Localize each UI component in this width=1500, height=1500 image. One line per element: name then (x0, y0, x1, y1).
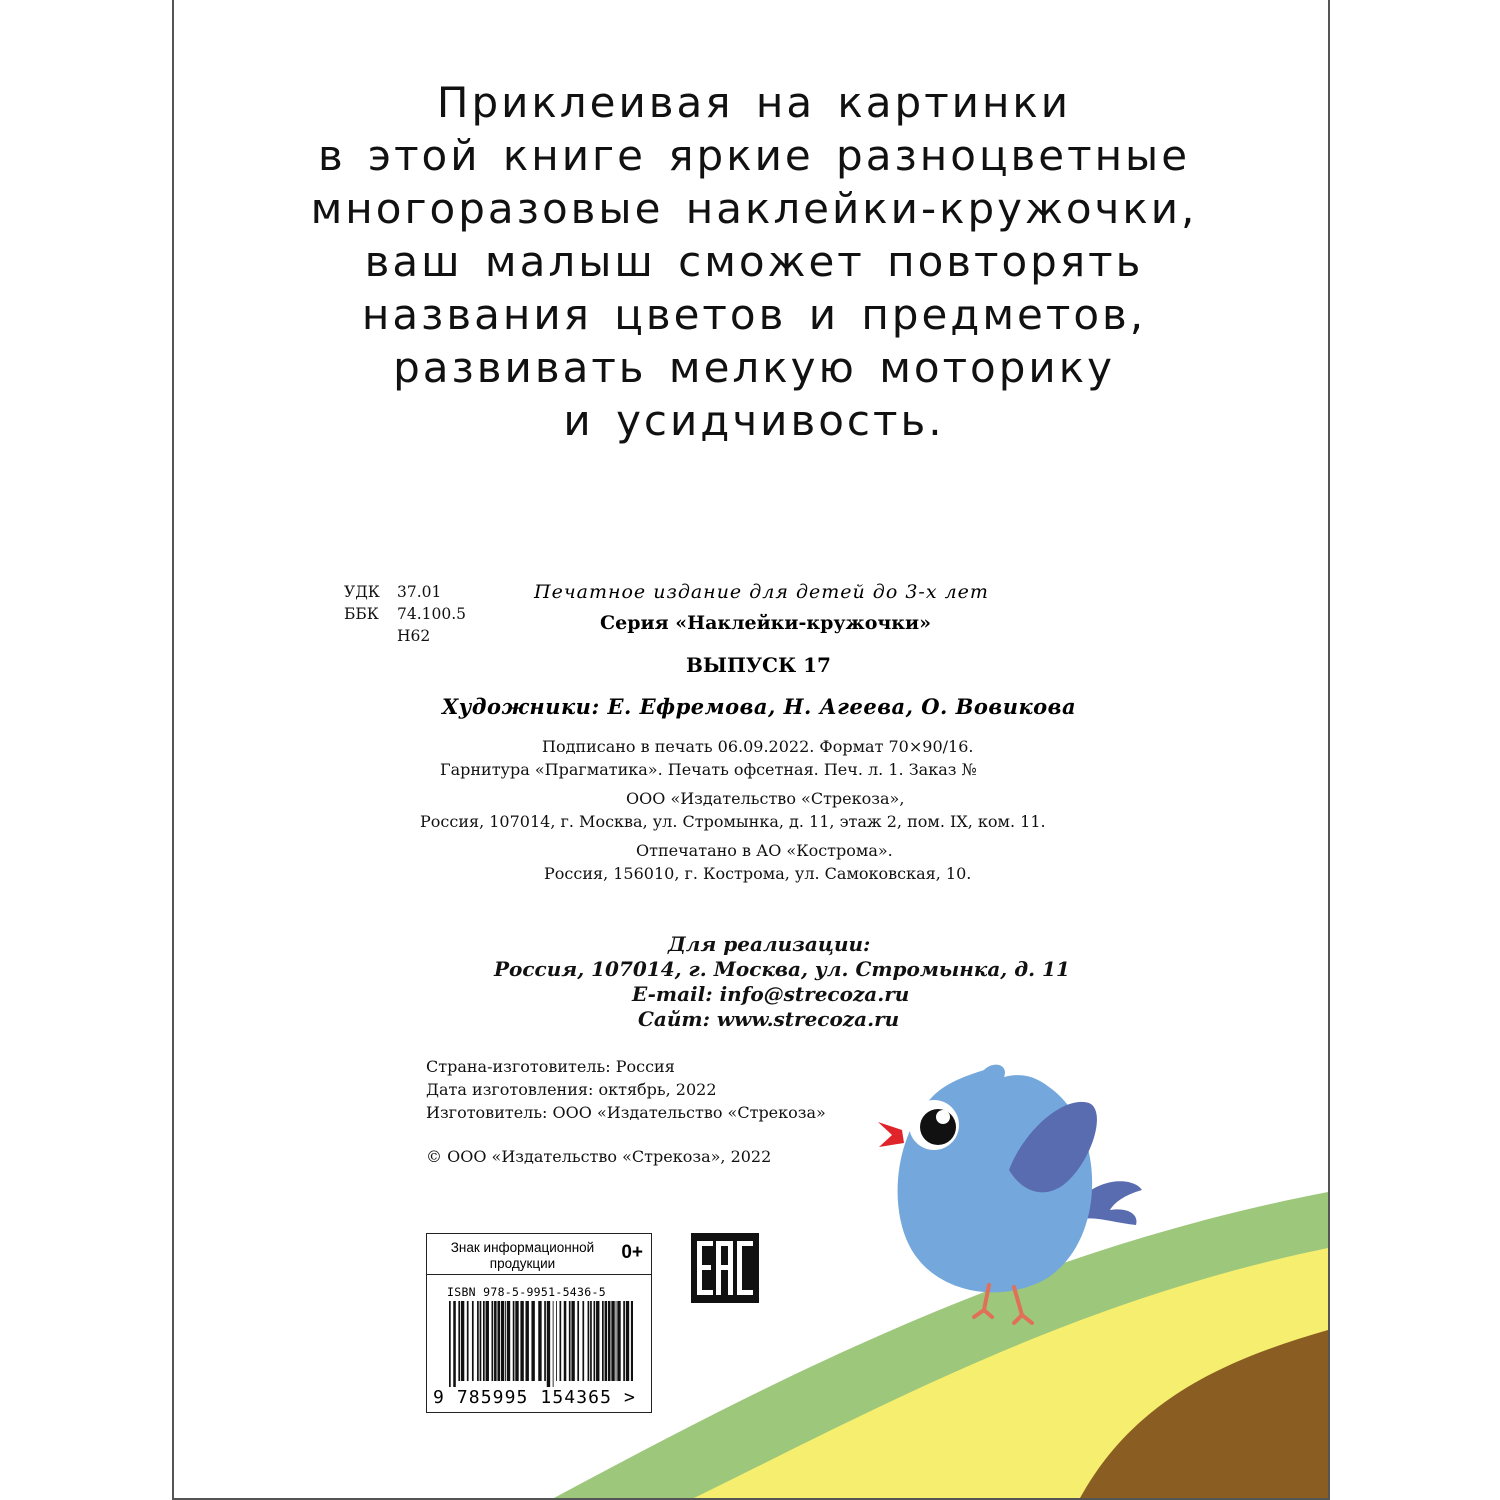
info-product-box (426, 1233, 652, 1413)
sales-heading: Для реализации: (668, 932, 871, 956)
barcode-bar (513, 1301, 515, 1381)
barcode-bar (553, 1301, 554, 1387)
barcode-bar (547, 1301, 550, 1387)
barcode-bar (631, 1301, 633, 1381)
barcode-bar (494, 1301, 497, 1381)
barcode-bar (596, 1301, 599, 1381)
barcode-bar (617, 1301, 620, 1381)
barcode-bar (582, 1301, 584, 1381)
barcode-bar (590, 1301, 592, 1381)
bird-eye-shine (936, 1110, 950, 1124)
bbk-value: 74.100.5 (397, 605, 467, 623)
barcode-bar (492, 1301, 494, 1381)
barcode-bar (564, 1301, 567, 1381)
info-sign (427, 1234, 651, 1275)
barcode-bar (472, 1301, 474, 1381)
barcode-bar (556, 1301, 557, 1381)
barcode-bar (577, 1301, 579, 1381)
barcode-bar (458, 1301, 460, 1381)
barcode-bar (515, 1301, 518, 1381)
eac-conformity-mark (691, 1233, 759, 1303)
artists-credit: Художники: Е. Ефремова, Н. Агеева, О. Вовикова (442, 694, 1077, 719)
imprint-line: Россия, 107014, г. Москва, ул. Стромынка, д. 11, этаж 2, пом. IX, ком. 11. (420, 812, 1046, 831)
sales-website: Сайт: www.strecoza.ru (638, 1007, 900, 1031)
isbn-number: ISBN 978-5-9951-5436-5 (447, 1285, 606, 1299)
intro-line: ваш малыш сможет повторять (364, 237, 1144, 286)
sales-email: E-mail: info@strecoza.ru (632, 982, 910, 1006)
barcode-bar (507, 1301, 510, 1381)
barcode-bar (526, 1301, 529, 1381)
imprint-line: Россия, 156010, г. Кострома, ул. Самоковская, 10. (544, 864, 972, 883)
barcode-bar (602, 1301, 604, 1381)
barcode-bar (588, 1301, 590, 1381)
barcode-bar (538, 1301, 541, 1381)
barcode-bar (571, 1301, 574, 1381)
ean-digits: 9 785995 154365 > (433, 1387, 636, 1408)
barcode-bar (497, 1301, 500, 1381)
barcode-bar (483, 1301, 485, 1381)
barcode-bar (449, 1301, 451, 1387)
udk-label: УДК (344, 583, 380, 601)
age-note: Печатное издание для детей до 3-х лет (534, 581, 989, 603)
imprint-line: ООО «Издательство «Стрекоза», (626, 789, 905, 808)
barcode-bar (605, 1301, 608, 1381)
barcode-bar (467, 1301, 469, 1381)
barcode-bar (520, 1301, 523, 1381)
barcode-bar (486, 1301, 489, 1381)
udk-value: 37.01 (397, 583, 442, 601)
sales-address: Россия, 107014, г. Москва, ул. Стромынка, д. 11 (494, 957, 1070, 981)
barcode-bar (616, 1301, 617, 1381)
manufacturer-country: Страна-изготовитель: Россия (426, 1057, 675, 1076)
info-sign-label: Знак информационной продукции (450, 1240, 595, 1271)
intro-line: названия цветов и предметов, (361, 290, 1147, 339)
barcode-bar (505, 1301, 506, 1381)
age-rating: 0+ (621, 1242, 643, 1263)
back-cover-page (172, 0, 1330, 1500)
intro-line: развивать мелкую моторику (393, 343, 1115, 392)
manufacture-date: Дата изготовления: октябрь, 2022 (426, 1080, 717, 1099)
imprint-line: Гарнитура «Прагматика». Печать офсетная. Печ. л. 1. Заказ № (440, 760, 977, 779)
barcode-bar (608, 1301, 611, 1381)
intro-line: Приклеивая на картинки (436, 78, 1072, 127)
barcode-bar (569, 1301, 571, 1381)
barcode-bar (501, 1301, 504, 1381)
manufacturer-name: Изготовитель: ООО «Издательство «Стрекоза» (426, 1103, 826, 1122)
author-mark: Н62 (397, 627, 431, 645)
barcode-bar (477, 1301, 479, 1381)
classification-codes (344, 581, 466, 647)
bbk-label: ББК (344, 605, 379, 623)
intro-text (174, 76, 1330, 447)
bird-illustration (874, 1055, 1154, 1335)
bird-beak (878, 1122, 904, 1147)
imprint-line: Подписано в печать 06.09.2022. Формат 70×90/16. (542, 737, 974, 756)
eac-icon (691, 1233, 759, 1303)
barcode-bar (560, 1301, 562, 1381)
barcode-bar (623, 1301, 625, 1381)
barcode-bar (531, 1301, 534, 1381)
intro-line: и усидчивость. (563, 396, 945, 445)
barcode (447, 1301, 633, 1387)
barcode-bar (594, 1301, 596, 1381)
barcode-bar (544, 1301, 546, 1381)
barcode-bar (461, 1301, 464, 1381)
intro-line: многоразовые наклейки-кружочки, (310, 184, 1198, 233)
barcode-bar (611, 1301, 614, 1381)
copyright: © ООО «Издательство «Стрекоза», 2022 (426, 1147, 772, 1166)
barcode-bar (480, 1301, 482, 1381)
barcode-bar (453, 1301, 456, 1387)
intro-line: в этой книге яркие разноцветные (317, 131, 1191, 180)
issue-number: ВЫПУСК 17 (686, 653, 831, 677)
imprint-line: Отпечатано в АО «Кострома». (636, 841, 893, 860)
barcode-bar (626, 1301, 629, 1381)
series-title: Серия «Наклейки-кружочки» (600, 612, 931, 634)
